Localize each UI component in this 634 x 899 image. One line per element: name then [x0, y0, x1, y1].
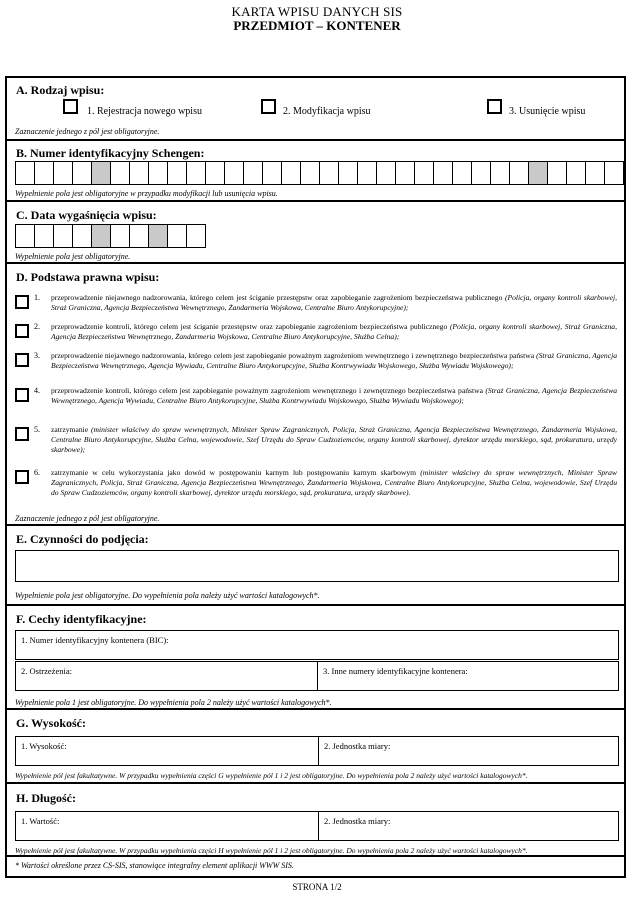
- warnings-field[interactable]: [15, 661, 318, 691]
- form-subtitle: PRZEDMIOT – KONTENER: [233, 18, 401, 33]
- section-c-title: C. Data wygaśnięcia wpisu:: [16, 208, 157, 222]
- legal-basis-2-number: 2.: [34, 322, 40, 331]
- option-modify-checkbox[interactable]: [261, 99, 276, 114]
- section-a-title: A. Rodzaj wpisu:: [16, 83, 105, 97]
- container-bic-field[interactable]: [15, 630, 619, 660]
- length-unit-label: 2. Jednostka miary:: [324, 816, 391, 826]
- option-modify-label: 2. Modyfikacja wpisu: [283, 106, 371, 117]
- section-g: [7, 710, 624, 784]
- length-value-field[interactable]: [15, 811, 319, 841]
- legal-basis-4-checkbox[interactable]: [15, 388, 29, 402]
- form-title: KARTA WPISU DANYCH SIS: [231, 4, 403, 19]
- warnings-label: 2. Ostrzeżenia:: [21, 666, 72, 676]
- other-ids-label: 3. Inne numery identyfikacyjne kontenera:: [323, 666, 468, 676]
- section-d-note: Zaznaczenie jednego z pól jest obligatoryjne.: [15, 514, 160, 523]
- height-unit-label: 2. Jednostka miary:: [324, 741, 391, 751]
- schengen-id-cells[interactable]: [15, 161, 624, 185]
- expiry-date-cells[interactable]: [15, 224, 206, 248]
- legal-basis-2-text: przeprowadzenie kontroli, którego celem jest ściganie przestępstw oraz zapobieganie zagrożeniom bezpieczeństwa publicznego (Policja, organy kontroli skarbowej, Straż Graniczna, Agencja Bezpieczeństwa Wewnętrznego, Żandarmeria Wojskowa, Centralne Biuro Antykorupcyjne, Służba Celna);: [51, 322, 617, 341]
- section-c: [7, 202, 624, 264]
- legal-basis-1-checkbox[interactable]: [15, 295, 29, 309]
- legal-basis-1-number: 1.: [34, 293, 40, 302]
- option-new-entry-checkbox[interactable]: [63, 99, 78, 114]
- section-c-note: Wypełnienie pola jest obligatoryjne.: [15, 252, 131, 261]
- section-g-title: G. Wysokość:: [16, 716, 87, 730]
- page-number: STRONA 1/2: [292, 882, 342, 892]
- legal-basis-2-checkbox[interactable]: [15, 324, 29, 338]
- section-h-title: H. Długość:: [16, 791, 76, 805]
- section-e-note: Wypełnienie pola jest obligatoryjne. Do wypełnienia pola należy użyć wartości katalogowych*.: [15, 591, 320, 600]
- legal-basis-1-text: przeprowadzenie niejawnego nadzorowania, którego celem jest ściganie przestępstw oraz zapobieganie zagrożeniom bezpieczeństwa publicznego (Policja, organy kontroli skarbowej, Straż Graniczna, Agencja Bezpieczeństwa Wewnętrznego, Żandarmeria Wojskowa, Centralne Biuro Antykorupcyjne);: [51, 293, 617, 312]
- section-b-title: B. Numer identyfikacyjny Schengen:: [16, 146, 205, 160]
- height-unit-field[interactable]: [318, 736, 619, 766]
- legal-basis-6-checkbox[interactable]: [15, 470, 29, 484]
- container-bic-label: 1. Numer identyfikacyjny kontenera (BIC):: [21, 635, 169, 645]
- legal-basis-5-number: 5.: [34, 425, 40, 434]
- section-a-note: Zaznaczenie jednego z pól jest obligatoryjne.: [15, 127, 160, 136]
- section-f: [7, 606, 624, 710]
- legal-basis-3-checkbox[interactable]: [15, 353, 29, 367]
- section-d: [7, 264, 624, 526]
- legal-basis-3-text: przeprowadzenie niejawnego nadzorowania, którego celem jest zapobieganie poważnym zagrożeniom wewnętrznego i zewnętrznego bezpieczeństwa państwa (Straż Graniczna, Agencja Bezpieczeństwa Wewnętrznego, Agencja Wywiadu, Centralne Biuro Antykorupcyjne, Służba Kontrwywiadu Wojskowego, Służba Wywiadu Wojskowego);: [51, 351, 617, 370]
- section-a: [7, 78, 624, 141]
- section-f-note: Wypełnienie pola 1 jest obligatoryjne. Do wypełnienia pola 2 należy użyć wartości katalogowych*.: [15, 698, 332, 707]
- legal-basis-6-text: zatrzymanie w celu wykorzystania jako dowód w postępowaniu karnym lub postępowaniu karnym skarbowym (minister właściwy do spraw wewnętrznych, Minister Spraw Zagranicznych, Policja, Straż Graniczna, Agencja Bezpieczeństwa Wewnętrznego, Żandarmeria Wojskowa, Centralne Biuro Antykorupcyjne, Służba Celna, wojewodowie, Szef Urzędu do Spraw Cudzoziemców, organy kontroli skarbowej, dyrektor urzędu morskiego, sąd, prokuratura, urzędy skarbowe).: [51, 468, 617, 497]
- length-value-label: 1. Wartość:: [21, 816, 60, 826]
- section-g-note: Wypełnienie pól jest fakultatywne. W przypadku wypełnienia części G wypełnienie pól 1 i 2 jest obligatoryjne. Do wypełnienia pola 2 należy użyć wartości katalogowych*.: [15, 771, 528, 780]
- option-new-entry-label: 1. Rejestracja nowego wpisu: [87, 106, 202, 117]
- legal-basis-4-text: przeprowadzenie kontroli, którego celem jest zapobieganie poważnym zagrożeniom wewnętrznego i zewnętrznego bezpieczeństwa państwa (Straż Graniczna, Agencja Bezpieczeństwa Wewnętrznego, Agencja Wywiadu, Centralne Biuro Antykorupcyjne, Służba Kontrwywiadu Wojskowego, Służba Wywiadu Wojskowego);: [51, 386, 617, 405]
- section-e: [7, 526, 624, 606]
- legal-basis-5-text: zatrzymanie (minister właściwy do spraw wewnętrznych, Minister Spraw Zagranicznych, Policja, Straż Graniczna, Agencja Bezpieczeństwa Wewnętrznego, Żandarmeria Wojskowa, Centralne Biuro Antykorupcyjne, Służba Celna, wojewodowie, Szef Urzędu do Spraw Cudzoziemców, organy kontroli skarbowej, dyrektor urzędu morskiego, sąd, prokuratura, urzędy skarbowe);: [51, 425, 618, 454]
- footnote: * Wartości określone przez CS-SIS, stanowiące integralny element aplikacji WWW SIS.: [15, 861, 294, 870]
- height-value-label: 1. Wysokość:: [21, 741, 67, 751]
- legal-basis-5-checkbox[interactable]: [15, 427, 29, 441]
- footnote-row: [7, 857, 624, 876]
- section-h-note: Wypełnienie pól jest fakultatywne. W przypadku wypełnienia części H wypełnienie pól 1 i 2 jest obligatoryjne. Do wypełnienia pola 2 należy użyć wartości katalogowych*.: [15, 846, 528, 855]
- legal-basis-6-number: 6.: [34, 468, 40, 477]
- section-e-title: E. Czynności do podjęcia:: [16, 532, 149, 546]
- other-ids-field[interactable]: [317, 661, 619, 691]
- height-value-field[interactable]: [15, 736, 319, 766]
- legal-basis-3-number: 3.: [34, 351, 40, 360]
- option-delete-checkbox[interactable]: [487, 99, 502, 114]
- section-b-note: Wypełnienie pola jest obligatoryjne w przypadku modyfikacji lub usunięcia wpisu.: [15, 189, 278, 198]
- legal-basis-4-number: 4.: [34, 386, 40, 395]
- section-f-title: F. Cechy identyfikacyjne:: [16, 612, 147, 626]
- length-unit-field[interactable]: [318, 811, 619, 841]
- actions-input[interactable]: [15, 550, 619, 582]
- section-h: [7, 784, 624, 857]
- section-b: [7, 141, 624, 202]
- form-frame: [5, 76, 626, 878]
- section-d-title: D. Podstawa prawna wpisu:: [16, 270, 160, 284]
- option-delete-label: 3. Usunięcie wpisu: [509, 106, 586, 117]
